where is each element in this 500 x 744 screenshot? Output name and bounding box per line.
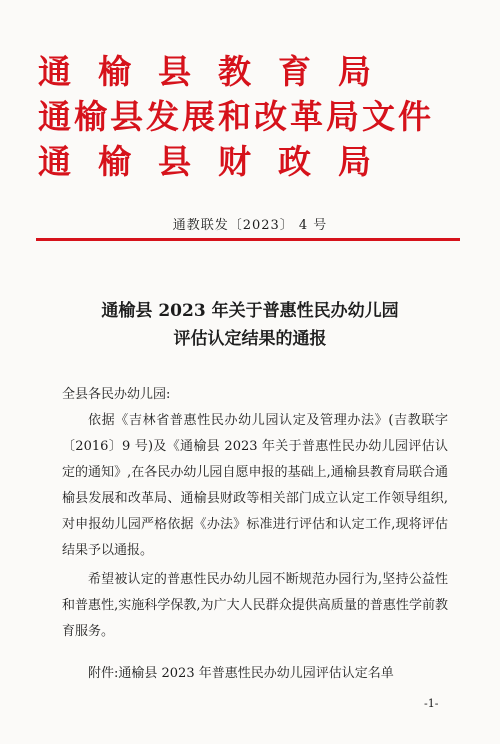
- document-title-line-2: 评估认定结果的通报: [173, 329, 327, 349]
- document-number: 通教联发〔2023〕 4 号: [172, 218, 328, 233]
- issuer-line-development-reform-bureau: 通榆县发展和改革局文件: [38, 97, 434, 136]
- document-title-line-1: 通榆县 2023 年关于普惠性民办幼儿园: [101, 301, 399, 321]
- body-paragraph-basis: 依据《吉林省普惠性民办幼儿园认定及管理办法》(吉教联字〔2016〕9 号)及《通榆县 2023 年关于普惠性民办幼儿园评估认定的通知》,在各民办幼儿园自愿申报的基础上,通榆县教育局联合通榆县发展和改革局、通榆县财政等相关部门成立认定工作领导组织,对申报幼儿园严格依据《办法》标准进行评估和认定工作,现将评估结果予以通报。: [62, 413, 448, 558]
- body-paragraph-expectation: 希望被认定的普惠性民办幼儿园不断规范办园行为,坚持公益性和普惠性,实施科学保教,为广大人民群众提供高质量的普惠性学前教育服务。: [62, 572, 448, 639]
- page-number: -1-: [424, 697, 439, 710]
- addressee: 全县各民办幼儿园:: [62, 387, 171, 402]
- issuer-line-education-bureau: 通榆县教育局: [38, 52, 398, 91]
- issuer-line-finance-bureau: 通榆县财政局: [38, 142, 398, 181]
- red-header-rule: [36, 238, 460, 241]
- attachment-note: 附件:通榆县 2023 年普惠性民办幼儿园评估认定名单: [88, 666, 394, 681]
